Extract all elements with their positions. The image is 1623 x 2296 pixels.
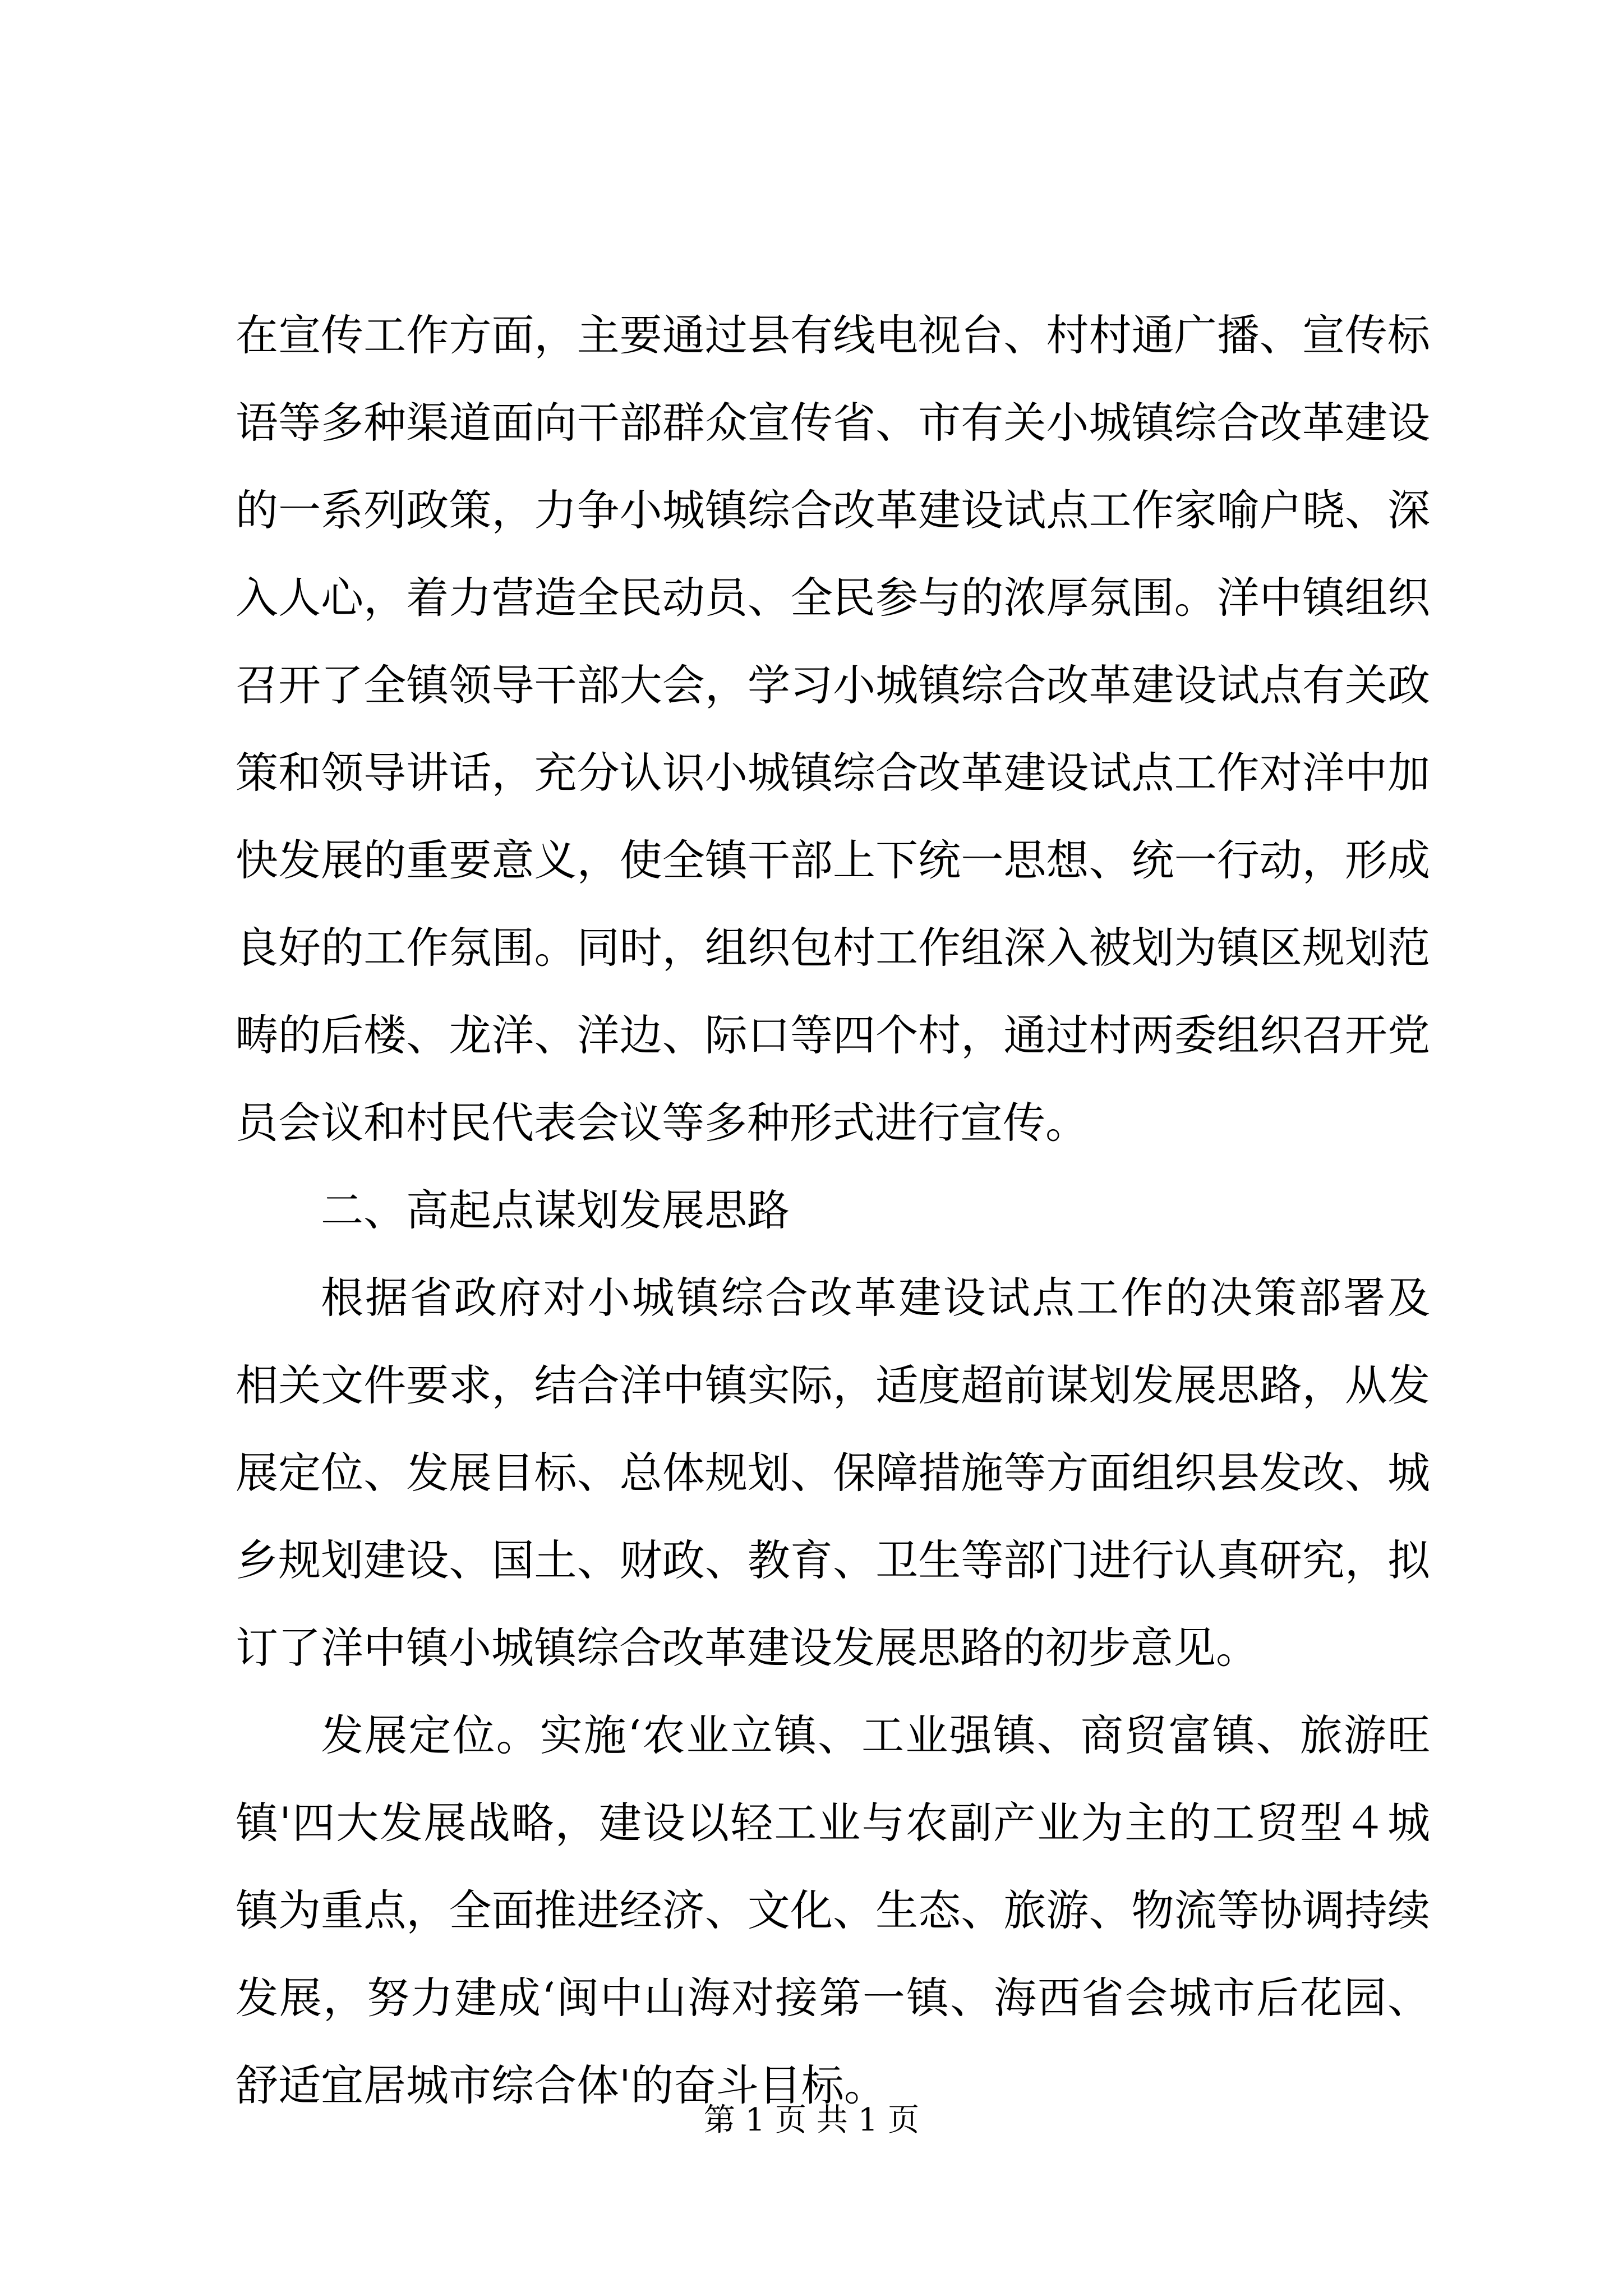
section-heading: 二、高起点谋划发展思路 xyxy=(321,1185,790,1235)
text-line: 订了洋中镇小城镇综合改革建设发展思路的初步意见。 xyxy=(236,1623,1258,1673)
document-body xyxy=(236,292,1430,2129)
text-line: 发展，努力建成‘闽中山海对接第一镇、海西省会城市后花园、 xyxy=(236,1973,1430,2023)
text-line: 的一系列政策，力争小城镇综合改革建设试点工作家喻户晓、深 xyxy=(236,485,1430,535)
text-line: 乡规划建设、国土、财政、教育、卫生等部门进行认真研究，拟 xyxy=(236,1535,1430,1585)
text-line: 发展定位。实施‘农业立镇、工业强镇、商贸富镇、旅游旺 xyxy=(321,1710,1430,1760)
text-line: 舒适宜居城市综合体'的奋斗目标。 xyxy=(236,2060,887,2110)
text-line: 员会议和村民代表会议等多种形式进行宣传。 xyxy=(236,1098,1088,1148)
text-line: 镇为重点，全面推进经济、文化、生态、旅游、物流等协调持续 xyxy=(236,1885,1430,1935)
text-line: 在宣传工作方面，主要通过县有线电视台、村村通广播、宣传标 xyxy=(236,310,1430,360)
text-line: 入人心，着力营造全民动员、全民参与的浓厚氛围。洋中镇组织 xyxy=(236,573,1430,623)
text-line: 召开了全镇领导干部大会，学习小城镇综合改革建设试点有关政 xyxy=(236,660,1430,710)
text-line: 策和领导讲话，充分认识小城镇综合改革建设试点工作对洋中加 xyxy=(236,748,1430,798)
text-line: 镇'四大发展战略，建设以轻工业与农副产业为主的工贸型４城 xyxy=(236,1798,1430,1848)
text-line: 语等多种渠道面向干部群众宣传省、市有关小城镇综合改革建设 xyxy=(236,398,1430,448)
text-line: 良好的工作氛围。同时，组织包村工作组深入被划为镇区规划范 xyxy=(236,923,1430,973)
text-line: 展定位、发展目标、总体规划、保障措施等方面组织县发改、城 xyxy=(236,1448,1430,1498)
text-line: 快发展的重要意义，使全镇干部上下统一思想、统一行动，形成 xyxy=(236,835,1430,885)
text-line: 相关文件要求，结合洋中镇实际，适度超前谋划发展思路，从发 xyxy=(236,1360,1430,1410)
text-line: 畴的后楼、龙洋、洋边、际口等四个村，通过村两委组织召开党 xyxy=(236,1010,1430,1060)
page-footer: 第 1 页 共 1 页 xyxy=(703,2102,920,2138)
text-line: 根据省政府对小城镇综合改革建设试点工作的决策部署及 xyxy=(321,1273,1430,1323)
